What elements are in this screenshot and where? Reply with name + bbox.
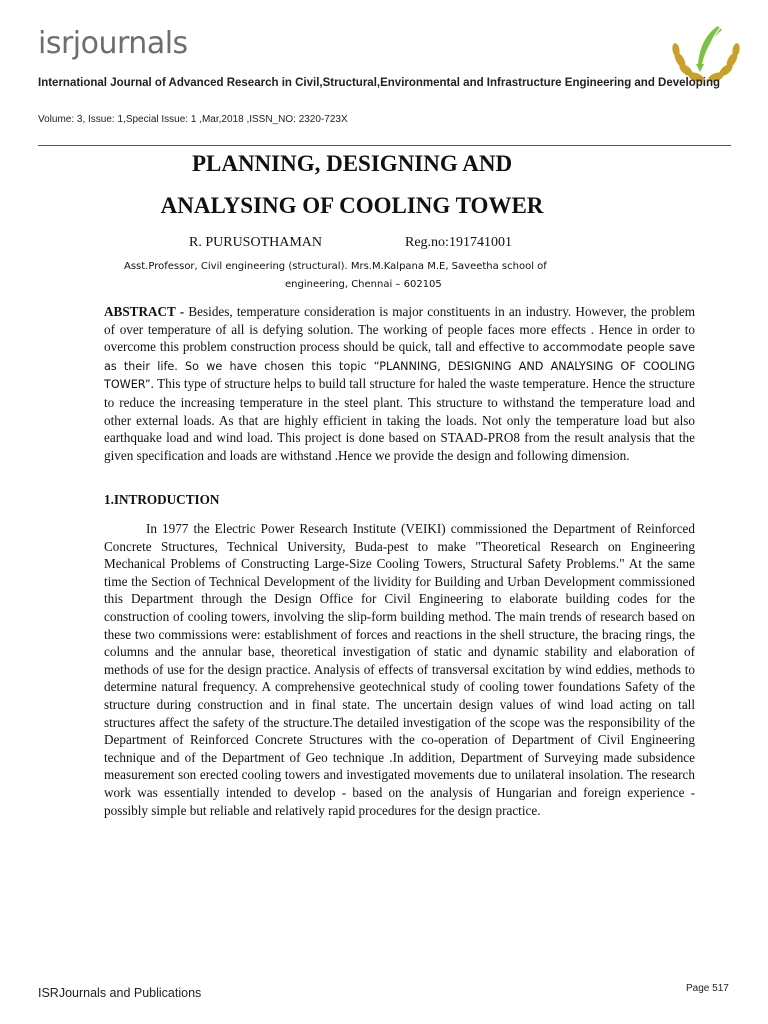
journal-name: International Journal of Advanced Research in Civil,Structural,Environmental and Infrastructure Engineering and Developing — [38, 77, 721, 89]
abstract-text-part-3: . This type of structure helps to build tall structure for haled the waste temperature. Hence the structure to reduce the increasing temperature in the steel plant. This structure to withstand the temperature load and other external loads. As that are highly efficient in taking the loads. Not only the temperature load but also earthquake load and wind load. This project is done based on STAAD-PRO8 from the result analysis that the given specification and loads are withstand .Hence we provide the design and following dimension. — [104, 376, 695, 463]
footer-publisher: ISRJournals and Publications — [38, 986, 202, 1000]
abstract-text-part-2: accommodate people save as their life. So we have chosen this topic “PLANNING, DESIGNING AND ANALYSING OF COOLING TOWER” — [104, 341, 696, 392]
abstract-paragraph — [104, 303, 695, 464]
affiliation-line-1: Asst.Professor, Civil engineering (structural). Mrs.M.Kalpana M.E, Saveetha school of — [124, 261, 547, 272]
brand-wordmark: isrjournals — [38, 26, 188, 61]
footer-page-number: Page 517 — [686, 983, 729, 994]
paper-title-line-2: ANALYSING OF COOLING TOWER — [160, 193, 544, 218]
paper-title-line-1: PLANNING, DESIGNING AND — [191, 151, 513, 176]
affiliation-line-2: engineering, Chennai – 602105 — [285, 279, 442, 290]
abstract-label: ABSTRACT - — [104, 304, 189, 319]
introduction-paragraph: In 1977 the Electric Power Research Institute (VEIKI) commissioned the Department of Reinforced Concrete Structures, Technical University, Buda-pest to make "Theoretical Research on Engineering Mechanical Problems of Constructing Large-Size Cooling Towers, Structural Safety Problems." At the same time the Section of Technical Development of the lividity for Building and Urban Development commissioned this Department through the Design Office for Civil Engineering to elaborate building codes for the construction of cooling towers, involving the slip-form building method. The main trends of research based on these two commissions were: establishment of forces and reactions in the shell structure, the bracing rings, the columns and the annular base, theoretical investigation of static and dynamic stability and elaboration of methods of use for the design practice. Analysis of effects of transversal excitation by wind eddies, methods to determine natural frequency. A comprehensive geotechnical study of cooling tower foundations Safety of the structure during construction and in final state. The uncertain design values of wind load acting on tall structures affect the safety of the structure.The detailed investigation of the scope was the responsibility of the Department of Reinforced Concrete Structures with the co-operation of Department of Civil Engineering technique and of the Department of Geo technique .In addition, Department of Surveying made subsidence measurement son erected cooling towers and investigated movements due to unilateral insolation. The research work was essentially intended to develop - based on the analysis of Hungarian and foreign experience - possibly simple but reliable and relatively rapid procedures for the design practice. — [104, 521, 695, 818]
author-reg-number: Reg.no:191741001 — [405, 235, 512, 250]
header-divider — [38, 145, 731, 146]
volume-issue-line: Volume: 3, Issue: 1,Special Issue: 1 ,Mar,2018 ,ISSN_NO: 2320-723X — [38, 114, 348, 125]
section-heading-introduction: 1.INTRODUCTION — [104, 492, 220, 507]
author-name: R. PURUSOTHAMAN — [189, 235, 323, 250]
abstract-text-part-1: Besides, temperature consideration is major constituents in an industry. However, the problem of over temperature of all is defying solution. The working of people faces more effects . Hence in order to overcome this problem construction process should be quick, tall and effective to — [104, 304, 695, 355]
